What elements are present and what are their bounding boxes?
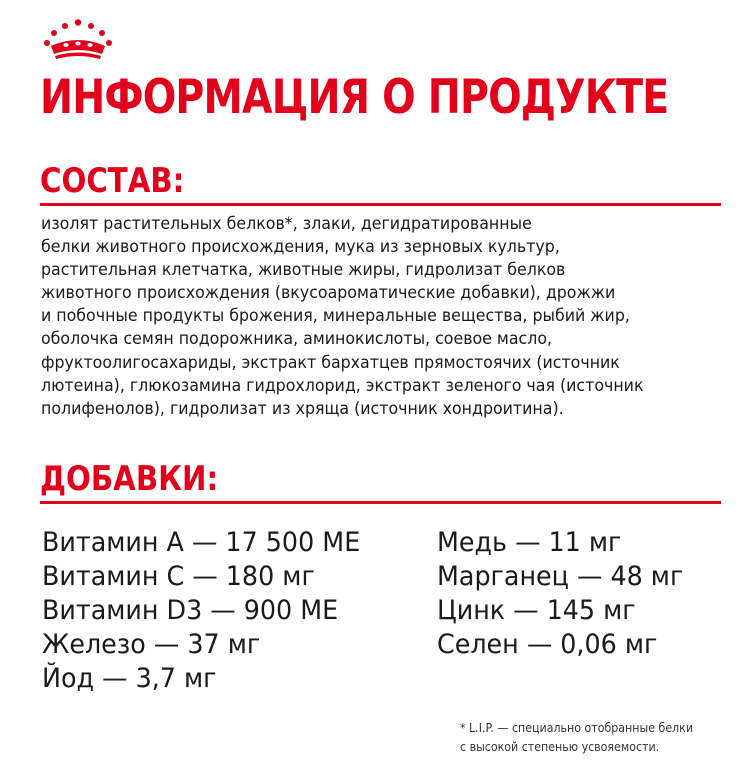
footnote-line: * L.I.P. — специально отобранные белки (460, 721, 694, 735)
additives-heading: ДОБАВКИ: (40, 459, 219, 499)
additive-item: Марганец — 48 мг (437, 561, 684, 592)
additives-divider (40, 501, 721, 504)
composition-text (41, 213, 721, 421)
additive-item: Витамин D3 — 900 МЕ (42, 595, 339, 626)
composition-heading: СОСТАВ: (40, 161, 185, 201)
crown-icon (42, 18, 114, 60)
composition-line: оболочка семян подорожника, аминокислоты, соевое масло, (41, 329, 553, 350)
composition-line: растительная клетчатка, животные жиры, гидролизат белков (41, 260, 566, 281)
footnote (460, 719, 713, 757)
additive-item: Витамин А — 17 500 МЕ (42, 527, 361, 558)
additive-item: Витамин С — 180 мг (42, 561, 315, 592)
composition-line: белки животного происхождения, мука из зерновых культур, (41, 237, 560, 258)
composition-divider (40, 203, 721, 206)
composition-line: лютеина), глюкозамина гидрохлорид, экстракт зеленого чая (источник (41, 375, 644, 396)
additive-item: Цинк — 145 мг (437, 595, 636, 626)
page-title: ИНФОРМАЦИЯ О ПРОДУКТЕ (40, 70, 669, 125)
composition-line: полифенолов), гидролизат из хряща (источник хондроитина). (41, 398, 564, 419)
composition-line: изолят растительных белков*, злаки, дегидратированные (41, 214, 532, 234)
composition-line: животного происхождения (вкусоароматические добавки), дрожжи (41, 283, 616, 304)
additives-list-left (42, 526, 381, 696)
composition-line: фруктоолигосахариды, экстракт бархатцев прямостоячих (источник (41, 352, 620, 373)
additive-item: Селен — 0,06 мг (437, 629, 658, 660)
additive-item: Медь — 11 мг (437, 527, 622, 558)
additive-item: Йод — 3,7 мг (42, 663, 217, 694)
footnote-line: с высокой степенью усвояемости. (460, 740, 660, 754)
additives-list-right (437, 526, 699, 662)
composition-line: и побочные продукты брожения, минеральные вещества, рыбий жир, (41, 306, 630, 327)
additive-item: Железо — 37 мг (42, 629, 261, 660)
